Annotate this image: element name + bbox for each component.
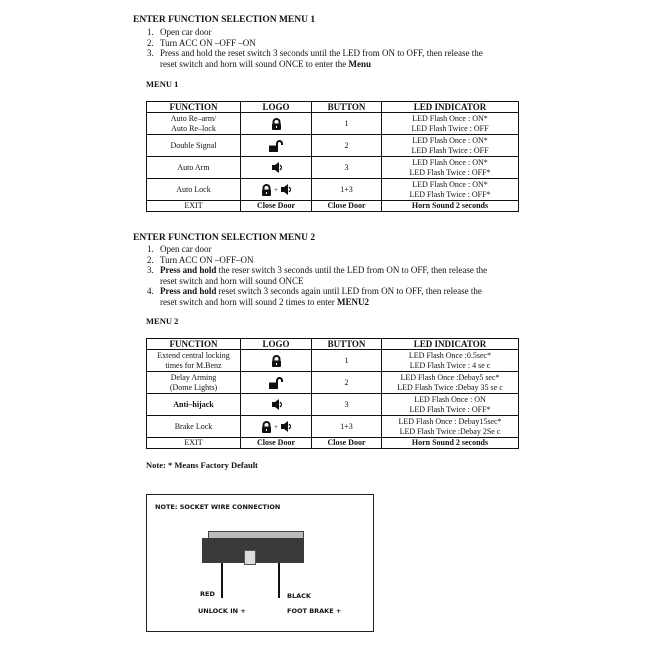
exit-cell: Close Door: [312, 438, 382, 449]
button-cell: 3: [312, 394, 382, 416]
exit-cell: Close Door: [312, 201, 382, 212]
socket-title: NOTE: SOCKET WIRE CONNECTION: [155, 503, 281, 511]
table-row: [147, 157, 519, 179]
unlock-icon: [269, 140, 283, 149]
led-text: LED Flash Twice :Debay 35 se c: [397, 382, 503, 392]
black-wire: [278, 563, 280, 598]
function-cell: [147, 350, 241, 372]
factory-default-note: Note: * Means Factory Default: [146, 460, 258, 470]
function-text: Auto Arm: [177, 162, 210, 172]
led-text: LED Flash Once : ON*: [412, 113, 488, 123]
column-header: LED INDICATOR: [382, 339, 519, 350]
step-text: reset switch 3 seconds again until LED from ON to OFF, then release the: [216, 286, 482, 296]
step-number: 1.: [147, 27, 154, 37]
led-text: LED Flash Twice :Debay 2Se c: [399, 426, 501, 436]
button-cell: 1: [312, 113, 382, 135]
menu2-table: [146, 338, 519, 449]
foot-brake-label: FOOT BRAKE +: [287, 607, 342, 615]
led-text: LED Flash Twice : OFF: [411, 145, 489, 155]
button-cell: 1+3: [312, 179, 382, 201]
step-text: Open car door: [160, 27, 212, 37]
exit-cell: EXIT: [147, 438, 241, 449]
function-text: (Dome Lights): [169, 382, 218, 392]
column-header: LOGO: [241, 339, 312, 350]
led-text: LED Flash Twice : OFF*: [409, 167, 491, 177]
lock-icon: [261, 184, 272, 193]
red-wire: [221, 563, 223, 598]
step-bold-text: Press and hold: [160, 286, 217, 296]
menu1-label: MENU 1: [146, 79, 179, 89]
column-header: LOGO: [241, 102, 312, 113]
menu2-label: MENU 2: [146, 316, 179, 326]
step-bold-text: Press and hold: [160, 265, 217, 275]
table-row: [147, 372, 519, 394]
lock-icon: [261, 421, 272, 430]
led-cell: [382, 416, 519, 438]
step-number: 2.: [147, 254, 154, 265]
function-text: Auto Lock: [176, 184, 211, 194]
led-text: LED Flash Twice : 4 se c: [409, 360, 491, 370]
exit-cell: Horn Sound 2 seconds: [382, 201, 519, 212]
logo-cell: [241, 416, 312, 438]
step-continuation-bold: MENU2: [336, 296, 369, 307]
unlock-in-label: UNLOCK IN +: [198, 607, 246, 615]
led-cell: [382, 394, 519, 416]
menu1-steps: [147, 27, 527, 69]
logo-cell: [241, 179, 312, 201]
step-item: [147, 255, 527, 266]
logo-cell: [241, 350, 312, 372]
exit-cell: EXIT: [147, 201, 241, 212]
led-cell: [382, 179, 519, 201]
step-continuation: reset switch and horn will sound ONCE: [160, 275, 304, 286]
step-number: 2.: [147, 37, 154, 48]
step-item: [147, 265, 527, 286]
step-number: 4.: [147, 286, 154, 296]
function-text: Anti–hijack: [173, 399, 214, 409]
button-cell: 1: [312, 350, 382, 372]
lock-icon: [271, 118, 282, 127]
led-text: LED Flash Once : ON*: [412, 157, 488, 167]
led-text: LED Flash Once : ON*: [412, 179, 488, 189]
function-text: Brake Lock: [174, 421, 213, 431]
column-header: FUNCTION: [147, 339, 241, 350]
function-cell: [147, 372, 241, 394]
function-cell: [147, 135, 241, 157]
menu1-table: [146, 101, 519, 212]
siren-icon: [280, 421, 291, 430]
step-item: [147, 244, 527, 255]
button-cell: 2: [312, 372, 382, 394]
step-text: Open car door: [160, 244, 212, 254]
led-cell: [382, 157, 519, 179]
exit-row: [147, 438, 519, 449]
red-wire-label: RED: [200, 590, 215, 598]
logo-cell: [241, 372, 312, 394]
menu1-title: ENTER FUNCTION SELECTION MENU 1: [133, 15, 316, 25]
plus-sign: +: [274, 185, 278, 194]
exit-cell: Horn Sound 2 seconds: [382, 438, 519, 449]
function-cell: [147, 113, 241, 135]
table-row: [147, 179, 519, 201]
led-text: LED Flash Twice : OFF*: [409, 404, 491, 414]
column-header: LED INDICATOR: [382, 102, 519, 113]
step-number: 1.: [147, 244, 154, 254]
siren-icon: [280, 184, 291, 193]
exit-row: [147, 201, 519, 212]
plus-sign: +: [274, 422, 278, 431]
step-item: [147, 48, 527, 69]
unlock-icon: [269, 377, 283, 386]
table-row: [147, 113, 519, 135]
exit-cell: Close Door: [241, 201, 312, 212]
socket-latch: [244, 550, 256, 565]
function-text: Extend central locking: [157, 350, 230, 360]
exit-cell: Close Door: [241, 438, 312, 449]
column-header: FUNCTION: [147, 102, 241, 113]
led-text: LED Flash Once : ON: [414, 394, 486, 404]
function-cell: [147, 416, 241, 438]
step-text: Press and hold the reset switch 3 seconds until the LED from ON to OFF, then release the: [160, 48, 483, 58]
step-continuation: reset switch and horn will sound 2 times to enter: [160, 296, 337, 307]
step-number: 3.: [147, 265, 154, 275]
function-cell: [147, 394, 241, 416]
table-header: [147, 339, 519, 350]
lock-icon: [271, 355, 282, 364]
led-text: LED Flash Once : Debay15sec*: [398, 416, 502, 426]
siren-icon: [271, 162, 282, 171]
table-row: [147, 135, 519, 157]
menu2-steps: [147, 244, 527, 307]
table-header: [147, 102, 519, 113]
led-cell: [382, 135, 519, 157]
step-continuation-bold: Menu: [348, 58, 371, 69]
function-text: Double Signal: [170, 140, 217, 150]
step-item: [147, 38, 527, 49]
button-cell: 1+3: [312, 416, 382, 438]
logo-cell: [241, 135, 312, 157]
socket-wire-diagram: [146, 494, 374, 632]
function-text: Auto Re–arm/: [170, 113, 217, 123]
button-cell: 3: [312, 157, 382, 179]
column-header: BUTTON: [312, 102, 382, 113]
step-item: [147, 27, 527, 38]
led-cell: [382, 372, 519, 394]
function-text: Delay Arming: [170, 372, 217, 382]
logo-cell: [241, 157, 312, 179]
step-text: the reser switch 3 seconds until the LED from ON to OFF, then release the: [216, 265, 488, 275]
led-text: LED Flash Once :Debay5 sec*: [400, 372, 500, 382]
led-text: LED Flash Once : ON*: [412, 135, 488, 145]
table-row: [147, 416, 519, 438]
logo-cell: [241, 394, 312, 416]
logo-cell: [241, 113, 312, 135]
column-header: BUTTON: [312, 339, 382, 350]
siren-icon: [271, 399, 282, 408]
step-item: [147, 286, 527, 307]
led-text: LED Flash Once :0.5sec*: [408, 350, 492, 360]
table-row: [147, 394, 519, 416]
led-text: LED Flash Twice : OFF*: [409, 189, 491, 199]
led-cell: [382, 350, 519, 372]
step-number: 3.: [147, 48, 154, 58]
function-cell: [147, 179, 241, 201]
step-continuation: reset switch and horn will sound ONCE to enter the: [160, 58, 349, 69]
step-text: Turn ACC ON –OFF –ON: [160, 37, 256, 48]
step-text: Turn ACC ON –OFF–ON: [160, 254, 254, 265]
function-cell: [147, 157, 241, 179]
table-row: [147, 350, 519, 372]
function-text: Auto Re–lock: [171, 123, 216, 133]
menu2-title: ENTER FUNCTION SELECTION MENU 2: [133, 233, 316, 243]
led-text: LED Flash Twice : OFF: [411, 123, 489, 133]
function-text: times for M.Benz: [165, 360, 222, 370]
led-cell: [382, 113, 519, 135]
button-cell: 2: [312, 135, 382, 157]
black-wire-label: BLACK: [287, 592, 311, 600]
